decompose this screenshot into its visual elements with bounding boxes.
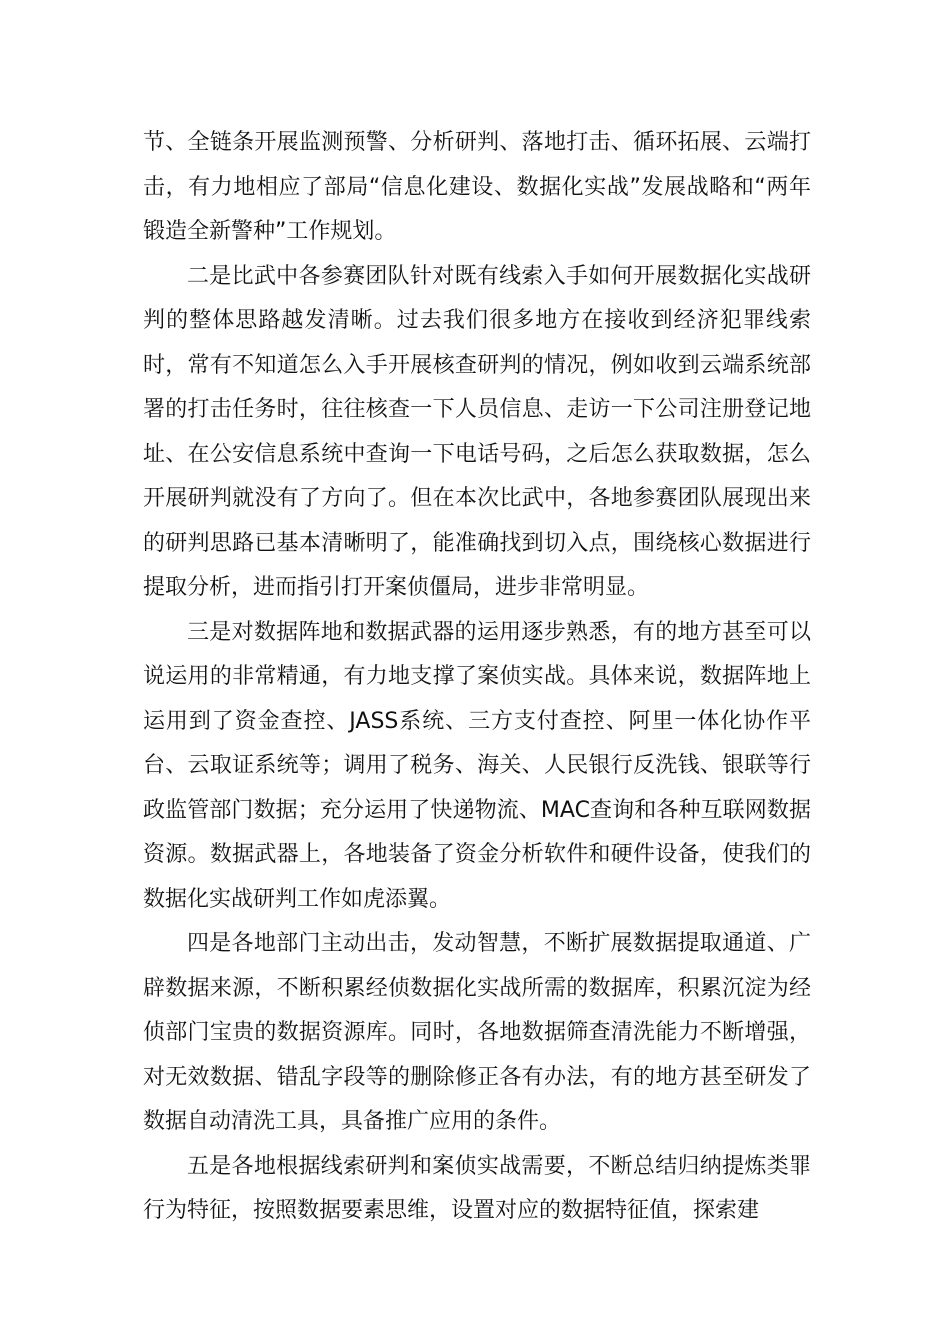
document-body xyxy=(143,121,811,1234)
paragraph-point-two: 二是比武中各参赛团队针对既有线索入手如何开展数据化实战研判的整体思路越发清晰。过去我们很多地方在接收到经济犯罪线索时，常有不知道怎么入手开展核查研判的情况，例如收到云端系统部署的打击任务时，往往核查一下人员信息、走访一下公司注册登记地址、在公安信息系统中查询一下电话号码，之后怎么获取数据，怎么开展研判就没有了方向了。但在本次比武中，各地参赛团队展现出来的研判思路已基本清晰明了，能准确找到切入点，围绕核心数据进行提取分析，进而指引打开案侦僵局，进步非常明显。 xyxy=(143,263,811,600)
paragraph-point-five: 五是各地根据线索研判和案侦实战需要，不断总结归纳提炼类罪行为特征，按照数据要素思维，设置对应的数据特征值，探索建 xyxy=(143,1153,811,1223)
paragraph-point-three: 三是对数据阵地和数据武器的运用逐步熟悉，有的地方甚至可以说运用的非常精通，有力地支撑了案侦实战。具体来说，数据阵地上运用到了资金查控、JASS系统、三方支付查控、阿里一体化协作平台、云取证系统等；调用了税务、海关、人民银行反洗钱、银联等行政监管部门数据；充分运用了快递物流、MAC查询和各种互联网数据资源。数据武器上，各地装备了资金分析软件和硬件设备，使我们的数据化实战研判工作如虎添翼。 xyxy=(143,619,811,912)
paragraph-continuation: 节、全链条开展监测预警、分析研判、落地打击、循环拓展、云端打击，有力地相应了部局“信息化建设、数据化实战”发展战略和“两年锻造全新警种”工作规划。 xyxy=(143,130,811,244)
paragraph-point-four: 四是各地部门主动出击，发动智慧，不断扩展数据提取通道、广辟数据来源，不断积累经侦数据化实战所需的数据库，积累沉淀为经侦部门宝贵的数据资源库。同时，各地数据筛查清洗能力不断增强，对无效数据、错乱字段等的删除修正各有办法，有的地方甚至研发了数据自动清洗工具，具备推广应用的条件。 xyxy=(143,931,811,1134)
